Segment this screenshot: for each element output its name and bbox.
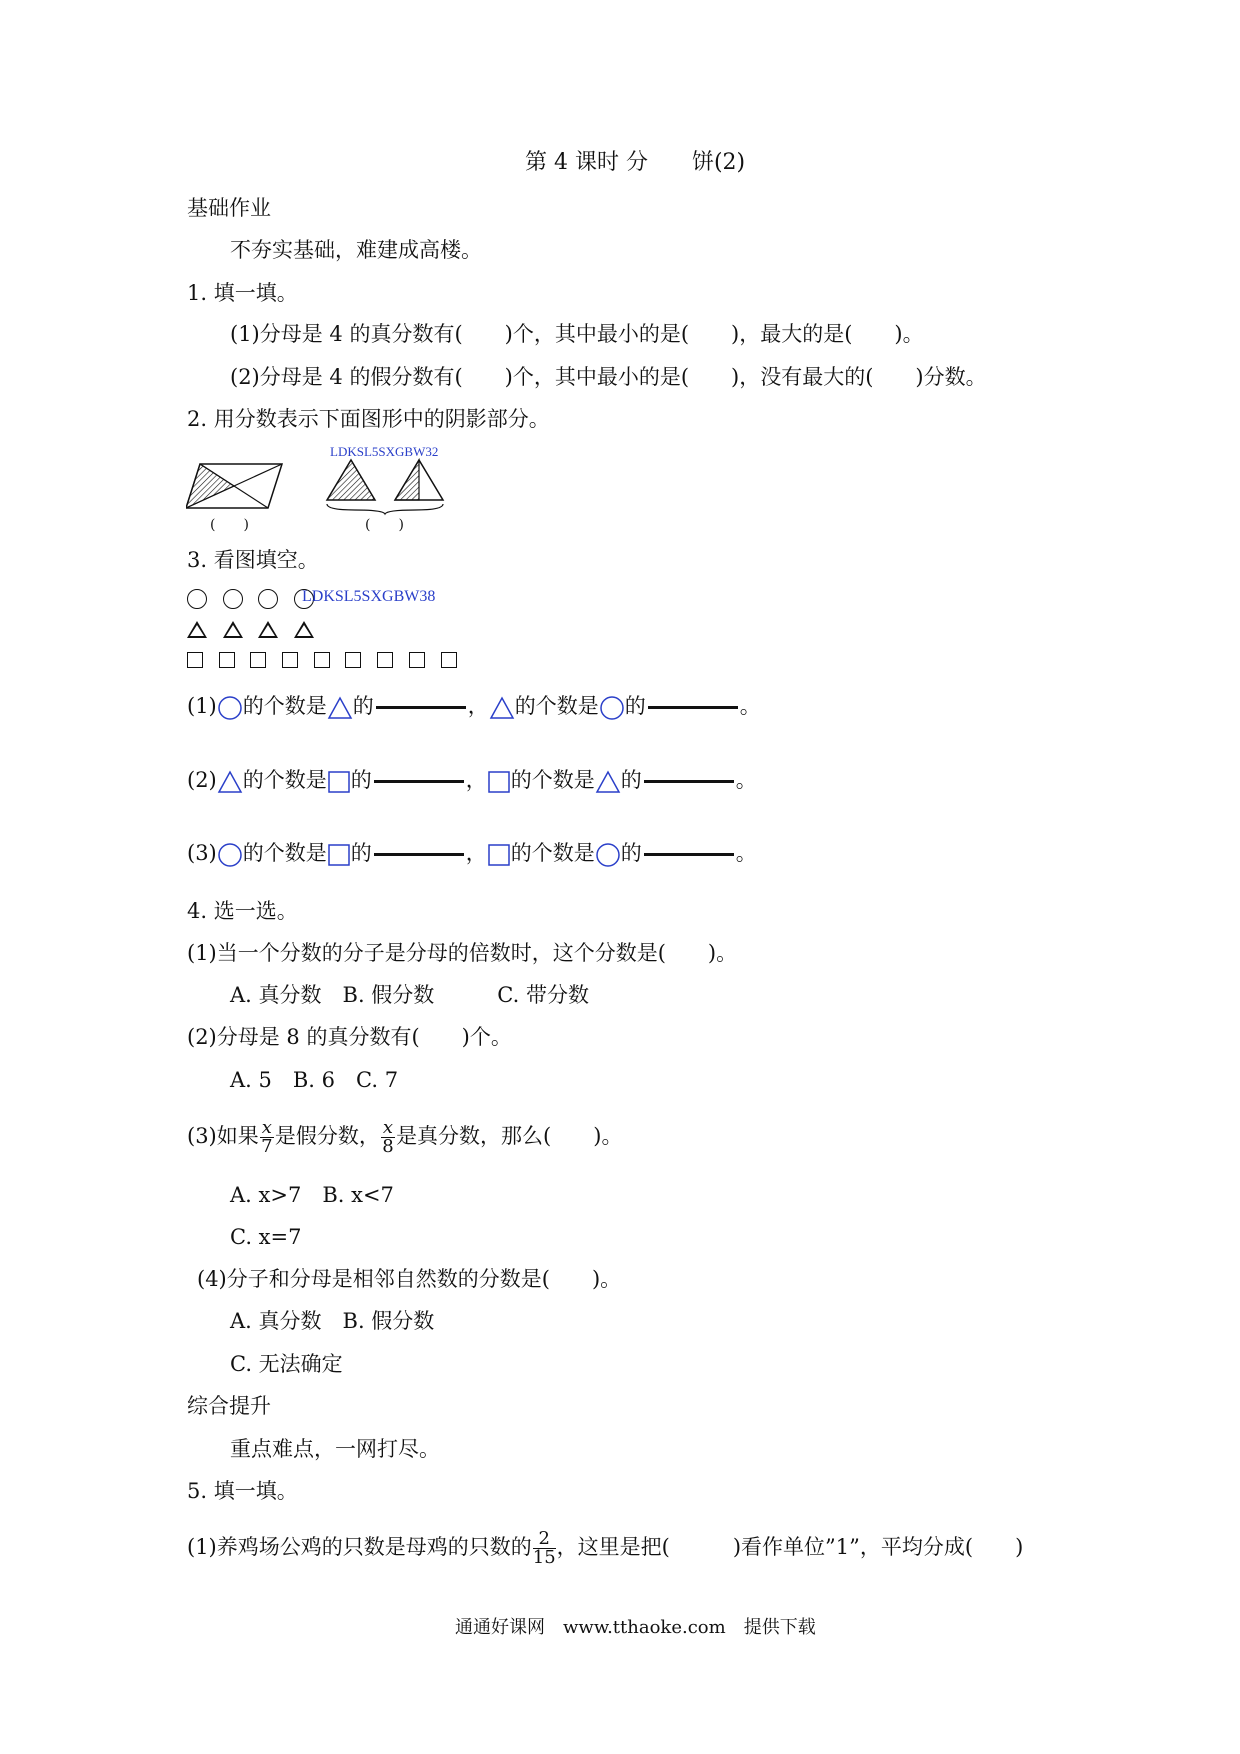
fraction-x-over-8: $\frac{x}{8}$ (382, 1117, 394, 1157)
square-icon (327, 770, 351, 794)
triangle-icon (187, 621, 207, 638)
q3-label: 3. 看图填空。 (187, 548, 319, 572)
fraction-x-over-7: $\frac{x}{7}$ (261, 1117, 273, 1157)
q2-watermark: LDKSL5SXGBW32 (330, 444, 439, 459)
q4-p3: (3)如果 $\frac{x}{7}$ 是假分数， $\frac{x}{8}$ 是真分数，那么( )。 (187, 1117, 623, 1157)
q4-p1: (1)当一个分数的分子是分母的倍数时，这个分数是( )。 (187, 941, 738, 965)
answer-blank[interactable] (648, 706, 738, 709)
answer-blank[interactable] (376, 706, 466, 709)
answer-blank[interactable] (644, 853, 734, 856)
triangle-icon (258, 621, 278, 638)
square-icon (409, 652, 425, 668)
square-icon (219, 652, 235, 668)
q1-item-2: (2)分母是 4 的假分数有( )个，其中最小的是( )，没有最大的( )分数。 (230, 365, 987, 389)
q4-p4: (4)分子和分母是相邻自然数的分数是( )。 (197, 1267, 622, 1291)
section-heading-advanced: 综合提升 (187, 1394, 271, 1418)
square-icon (441, 652, 457, 668)
section-motto-basic: 不夯实基础，难建成高楼。 (230, 238, 482, 262)
square-icon (314, 652, 330, 668)
q4-p4-option-ab: A. 真分数 B. 假分数 (230, 1309, 435, 1333)
q5-p1: (1)养鸡场公鸡的只数是母鸡的只数的 $\frac{2}{15}$ ，这里是把( )看作单位”1”，平均分成( ) (187, 1528, 1024, 1568)
square-icon (487, 843, 511, 867)
circle-icon (599, 695, 625, 721)
q2-answer-right: ( ) (365, 517, 404, 533)
q4-p4-option-c: C. 无法确定 (230, 1352, 343, 1376)
page-title: 第 4 课时 分 饼(2) (525, 150, 746, 175)
circle-icon (258, 589, 278, 609)
square-icon (327, 843, 351, 867)
section-heading-basic: 基础作业 (187, 196, 271, 220)
triangle-icon (223, 621, 243, 638)
q1-item-1: (1)分母是 4 的真分数有( )个，其中最小的是( )，最大的是( )。 (230, 322, 924, 346)
q3-item-2: (2) 的个数是 的 ， 的个数是 的 。 (187, 768, 757, 792)
q4-p2: (2)分母是 8 的真分数有( )个。 (187, 1025, 512, 1049)
q4-label: 4. 选一选。 (187, 899, 298, 923)
q3-triangles-row (187, 615, 323, 641)
square-icon (282, 652, 298, 668)
circle-icon (217, 695, 243, 721)
square-icon (187, 652, 203, 668)
circle-icon (223, 589, 243, 609)
circle-icon (595, 842, 621, 868)
answer-blank[interactable] (374, 853, 464, 856)
square-icon (377, 652, 393, 668)
triangle-icon (595, 770, 621, 794)
q5-label: 5. 填一填。 (187, 1479, 298, 1503)
circle-icon (187, 589, 207, 609)
q3-watermark: LDKSL5SXGBW38 (302, 588, 436, 605)
answer-blank[interactable] (644, 780, 734, 783)
square-icon (345, 652, 361, 668)
q4-p3-option-c: C. x=7 (230, 1225, 302, 1249)
triangle-icon (217, 770, 243, 794)
circle-icon (217, 842, 243, 868)
footer: 通通好课网 www.tthaoke.com 提供下载 (455, 1617, 816, 1638)
square-icon (250, 652, 266, 668)
square-icon (487, 770, 511, 794)
q4-p1-options: A. 真分数 B. 假分数 C. 带分数 (230, 983, 589, 1007)
q4-p2-options: A. 5 B. 6 C. 7 (230, 1068, 399, 1092)
triangle-icon (327, 696, 353, 720)
fraction-2-over-15: $\frac{2}{15}$ (532, 1528, 556, 1568)
q2-figure-triangles (325, 456, 455, 516)
q4-p3-option-ab: A. x>7 B. x<7 (230, 1183, 394, 1207)
answer-blank[interactable] (374, 780, 464, 783)
triangle-icon (489, 696, 515, 720)
q1-label: 1. 填一填。 (187, 281, 298, 305)
section-motto-advanced: 重点难点，一网打尽。 (230, 1437, 440, 1461)
q3-item-1: (1) 的个数是 的 ， 的个数是 的 。 (187, 693, 761, 721)
q2-answer-left: ( ) (210, 517, 249, 533)
q2-label: 2. 用分数表示下面图形中的阴影部分。 (187, 407, 550, 431)
q2-figure-parallelogram (186, 460, 286, 512)
triangle-icon (294, 621, 314, 638)
q3-squares-row (187, 645, 466, 671)
q3-item-3: (3) 的个数是 的 ， 的个数是 的 。 (187, 840, 757, 868)
